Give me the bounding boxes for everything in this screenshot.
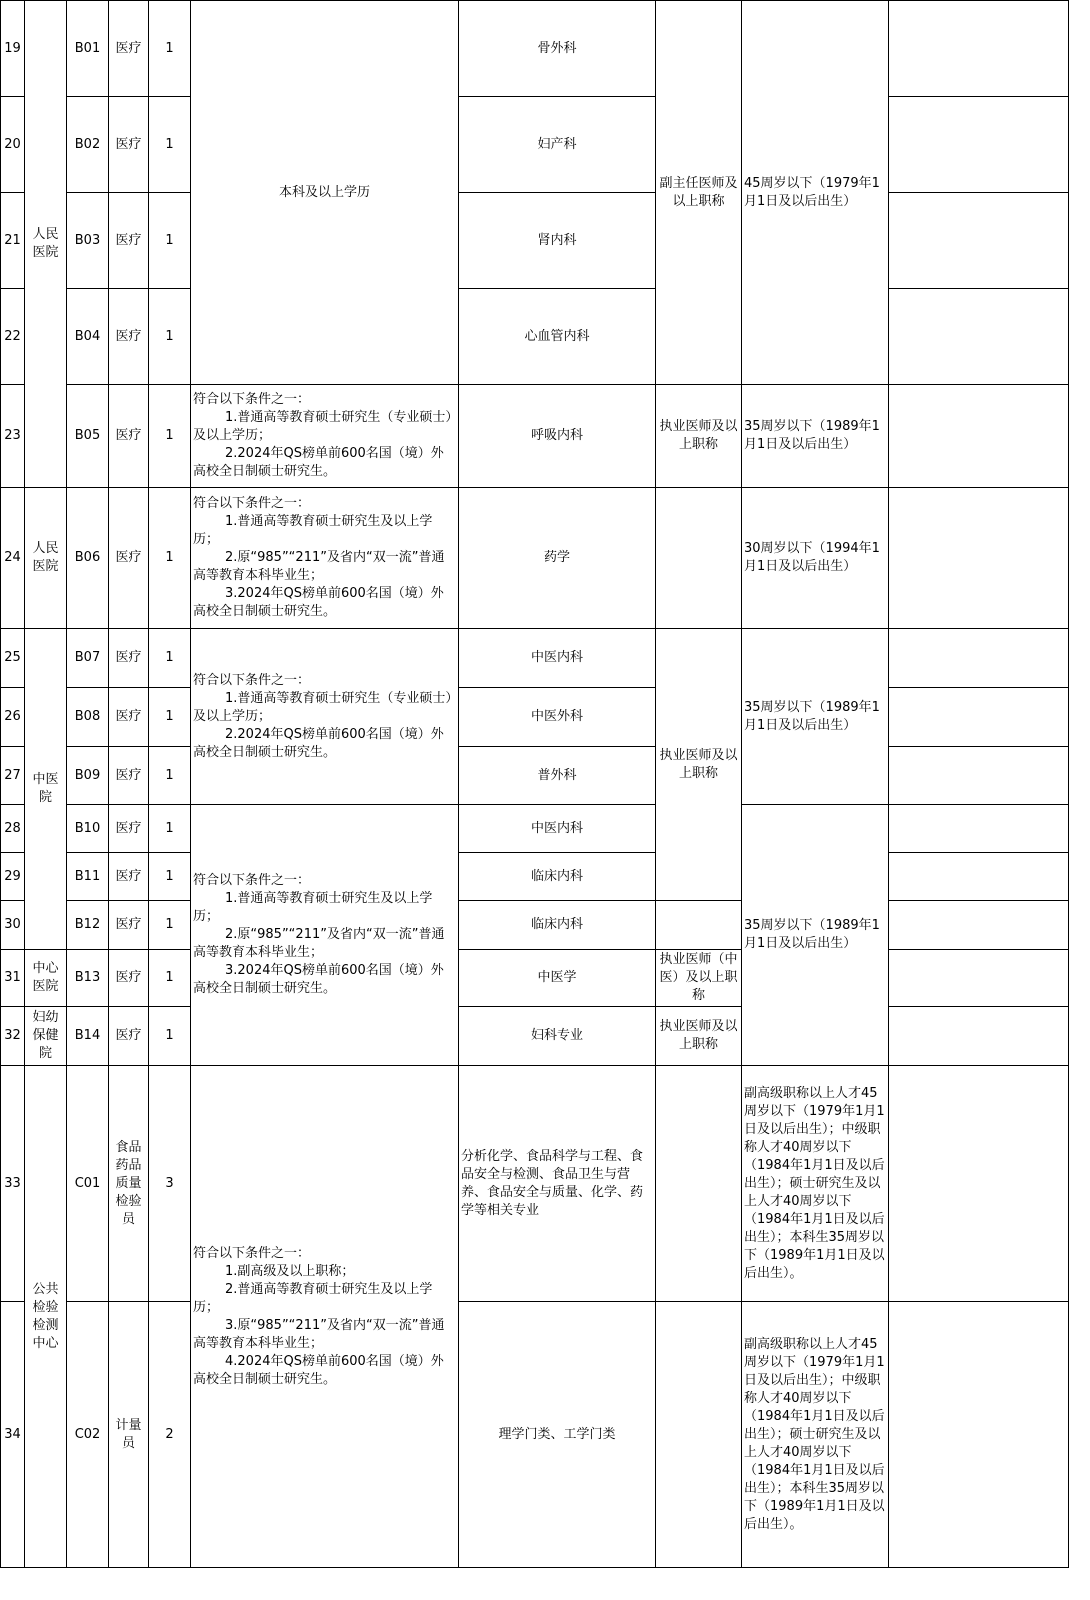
unit-cell: 人民医院 xyxy=(25,488,67,629)
education-cell xyxy=(191,488,459,629)
count-cell: 1 xyxy=(149,1,191,97)
education-cell xyxy=(191,629,459,805)
remarks-cell xyxy=(889,853,1069,901)
post-code-cell: B11 xyxy=(67,853,109,901)
seq-cell: 32 xyxy=(1,1007,25,1066)
seq-cell: 26 xyxy=(1,688,25,747)
table-row xyxy=(1,289,1069,385)
title-cell xyxy=(656,901,742,950)
condition-item: 1.普通高等教育硕士研究生及以上学历； xyxy=(193,514,433,547)
post-code-cell: B09 xyxy=(67,747,109,805)
table-row xyxy=(1,488,1069,629)
seq-cell: 19 xyxy=(1,1,25,97)
major-cell: 药学 xyxy=(459,488,656,629)
table-row xyxy=(1,97,1069,193)
table-row xyxy=(1,193,1069,289)
seq-cell: 22 xyxy=(1,289,25,385)
count-cell: 1 xyxy=(149,289,191,385)
category-cell: 医疗 xyxy=(109,853,149,901)
title-cell xyxy=(656,1066,742,1302)
count-cell: 1 xyxy=(149,488,191,629)
major-cell: 妇科专业 xyxy=(459,1007,656,1066)
age-cell: 35周岁以下（1989年1月1日及以后出生） xyxy=(742,385,889,488)
seq-cell: 33 xyxy=(1,1066,25,1302)
count-cell: 1 xyxy=(149,950,191,1007)
category-cell: 医疗 xyxy=(109,1007,149,1066)
table-row xyxy=(1,901,1069,950)
post-code-cell: B07 xyxy=(67,629,109,688)
major-cell: 理学门类、工学门类 xyxy=(459,1302,656,1568)
seq-cell: 24 xyxy=(1,488,25,629)
remarks-cell xyxy=(889,1066,1069,1302)
age-cell: 35周岁以下（1989年1月1日及以后出生） xyxy=(742,805,889,1066)
unit-cell: 中心医院 xyxy=(25,950,67,1007)
post-code-cell: B14 xyxy=(67,1007,109,1066)
count-cell: 1 xyxy=(149,901,191,950)
condition-item: 1.普通高等教育硕士研究生（专业硕士）及以上学历； xyxy=(193,690,452,724)
title-cell xyxy=(656,1302,742,1568)
condition-title: 符合以下条件之一： xyxy=(193,672,311,688)
category-cell: 医疗 xyxy=(109,950,149,1007)
count-cell: 2 xyxy=(149,1302,191,1568)
table-body xyxy=(1,1,1069,1568)
count-cell: 1 xyxy=(149,1007,191,1066)
condition-title: 符合以下条件之一： xyxy=(193,873,311,888)
remarks-cell xyxy=(889,1,1069,97)
major-cell: 分析化学、食品科学与工程、食品安全与检测、食品卫生与营养、食品安全与质量、化学、药学等相关专业 xyxy=(459,1066,656,1302)
category-cell: 医疗 xyxy=(109,747,149,805)
remarks-cell xyxy=(889,385,1069,488)
remarks-cell xyxy=(889,901,1069,950)
count-cell: 1 xyxy=(149,853,191,901)
condition-item: 2.原“985”“211”及省内“双一流”普通高等教育本科毕业生； xyxy=(193,550,445,583)
count-cell: 3 xyxy=(149,1066,191,1302)
seq-cell: 27 xyxy=(1,747,25,805)
post-code-cell: B05 xyxy=(67,385,109,488)
post-code-cell: B12 xyxy=(67,901,109,950)
count-cell: 1 xyxy=(149,629,191,688)
condition-item: 2.普通高等教育硕士研究生及以上学历； xyxy=(193,1281,433,1315)
table-row xyxy=(1,629,1069,688)
post-code-cell: B08 xyxy=(67,688,109,747)
remarks-cell xyxy=(889,193,1069,289)
education-cell xyxy=(191,1066,459,1568)
table-row xyxy=(1,385,1069,488)
seq-cell: 20 xyxy=(1,97,25,193)
condition-title: 符合以下条件之一： xyxy=(193,392,311,407)
category-cell: 医疗 xyxy=(109,289,149,385)
unit-cell: 公共检验检测中心 xyxy=(25,1066,67,1568)
post-code-cell: B02 xyxy=(67,97,109,193)
major-cell: 临床内科 xyxy=(459,853,656,901)
remarks-cell xyxy=(889,950,1069,1007)
title-cell xyxy=(656,488,742,629)
condition-item: 2.2024年QS榜单前600名国（境）外高校全日制硕士研究生。 xyxy=(193,726,444,760)
count-cell: 1 xyxy=(149,193,191,289)
education-cell xyxy=(191,385,459,488)
table-row xyxy=(1,688,1069,747)
seq-cell: 28 xyxy=(1,805,25,853)
category-cell: 医疗 xyxy=(109,901,149,950)
count-cell: 1 xyxy=(149,688,191,747)
condition-item: 1.副高级及以上职称； xyxy=(225,1263,355,1279)
condition-item: 2.原“985”“211”及省内“双一流”普通高等教育本科毕业生； xyxy=(193,927,445,960)
age-cell: 45周岁以下（1979年1月1日及以后出生） xyxy=(742,1,889,385)
seq-cell: 34 xyxy=(1,1302,25,1568)
seq-cell: 21 xyxy=(1,193,25,289)
condition-item: 3.2024年QS榜单前600名国（境）外高校全日制硕士研究生。 xyxy=(193,963,444,996)
age-cell: 副高级职称以上人才45周岁以下（1979年1月1日及以后出生）；中级职称人才40周岁以下（1984年1月1日及以后出生）；硕士研究生及以上人才40周岁以下（1984年1月1日及以后出生）；本科生35周岁以下（1989年1月1日及以后出生）。 xyxy=(742,1302,889,1568)
category-cell: 医疗 xyxy=(109,97,149,193)
condition-title: 符合以下条件之一： xyxy=(193,1245,311,1261)
education-cell: 本科及以上学历 xyxy=(191,1,459,385)
education-cell xyxy=(191,805,459,1066)
table-row xyxy=(1,853,1069,901)
table-row xyxy=(1,747,1069,805)
post-code-cell: B06 xyxy=(67,488,109,629)
condition-item: 3.2024年QS榜单前600名国（境）外高校全日制硕士研究生。 xyxy=(193,586,444,619)
condition-item: 1.普通高等教育硕士研究生及以上学历； xyxy=(193,891,433,924)
table-row xyxy=(1,1066,1069,1302)
post-code-cell: C01 xyxy=(67,1066,109,1302)
title-cell: 执业医师及以上职称 xyxy=(656,629,742,901)
seq-cell: 23 xyxy=(1,385,25,488)
age-cell: 30周岁以下（1994年1月1日及以后出生） xyxy=(742,488,889,629)
age-cell: 35周岁以下（1989年1月1日及以后出生） xyxy=(742,629,889,805)
major-cell: 临床内科 xyxy=(459,901,656,950)
post-code-cell: B01 xyxy=(67,1,109,97)
post-code-cell: B04 xyxy=(67,289,109,385)
major-cell: 普外科 xyxy=(459,747,656,805)
remarks-cell xyxy=(889,688,1069,747)
table-row xyxy=(1,805,1069,853)
unit-cell: 人民医院 xyxy=(25,1,67,488)
condition-item: 3.原“985”“211”及省内“双一流”普通高等教育本科毕业生； xyxy=(193,1317,445,1351)
major-cell: 心血管内科 xyxy=(459,289,656,385)
major-cell: 呼吸内科 xyxy=(459,385,656,488)
major-cell: 中医内科 xyxy=(459,629,656,688)
title-cell: 执业医师及以上职称 xyxy=(656,385,742,488)
title-cell: 执业医师及以上职称 xyxy=(656,1007,742,1066)
table-row xyxy=(1,1007,1069,1066)
count-cell: 1 xyxy=(149,805,191,853)
category-cell: 食品药品质量检验员 xyxy=(109,1066,149,1302)
remarks-cell xyxy=(889,289,1069,385)
age-cell: 副高级职称以上人才45周岁以下（1979年1月1日及以后出生）；中级职称人才40周岁以下（1984年1月1日及以后出生）；硕士研究生及以上人才40周岁以下（1984年1月1日及以后出生）；本科生35周岁以下（1989年1月1日及以后出生）。 xyxy=(742,1066,889,1302)
seq-cell: 30 xyxy=(1,901,25,950)
category-cell: 医疗 xyxy=(109,805,149,853)
post-code-cell: B03 xyxy=(67,193,109,289)
category-cell: 计量员 xyxy=(109,1302,149,1568)
condition-title: 符合以下条件之一： xyxy=(193,496,311,511)
category-cell: 医疗 xyxy=(109,1,149,97)
remarks-cell xyxy=(889,629,1069,688)
post-code-cell: C02 xyxy=(67,1302,109,1568)
unit-cell: 中医院 xyxy=(25,629,67,950)
title-cell: 执业医师（中医）及以上职称 xyxy=(656,950,742,1007)
remarks-cell xyxy=(889,488,1069,629)
major-cell: 妇产科 xyxy=(459,97,656,193)
condition-item: 1.普通高等教育硕士研究生（专业硕士）及以上学历； xyxy=(193,410,452,443)
category-cell: 医疗 xyxy=(109,385,149,488)
seq-cell: 25 xyxy=(1,629,25,688)
table-row xyxy=(1,950,1069,1007)
post-code-cell: B10 xyxy=(67,805,109,853)
title-cell: 副主任医师及以上职称 xyxy=(656,1,742,385)
seq-cell: 31 xyxy=(1,950,25,1007)
category-cell: 医疗 xyxy=(109,688,149,747)
remarks-cell xyxy=(889,1302,1069,1568)
category-cell: 医疗 xyxy=(109,629,149,688)
category-cell: 医疗 xyxy=(109,488,149,629)
remarks-cell xyxy=(889,1007,1069,1066)
table-row xyxy=(1,1302,1069,1568)
category-cell: 医疗 xyxy=(109,193,149,289)
major-cell: 骨外科 xyxy=(459,1,656,97)
seq-cell: 29 xyxy=(1,853,25,901)
unit-cell: 妇幼保健院 xyxy=(25,1007,67,1066)
condition-item: 4.2024年QS榜单前600名国（境）外高校全日制硕士研究生。 xyxy=(193,1353,444,1387)
count-cell: 1 xyxy=(149,385,191,488)
table-row xyxy=(1,1,1069,97)
count-cell: 1 xyxy=(149,747,191,805)
major-cell: 中医内科 xyxy=(459,805,656,853)
remarks-cell xyxy=(889,747,1069,805)
remarks-cell xyxy=(889,805,1069,853)
post-code-cell: B13 xyxy=(67,950,109,1007)
remarks-cell xyxy=(889,97,1069,193)
condition-item: 2.2024年QS榜单前600名国（境）外高校全日制硕士研究生。 xyxy=(193,446,444,479)
major-cell: 中医学 xyxy=(459,950,656,1007)
count-cell: 1 xyxy=(149,97,191,193)
major-cell: 肾内科 xyxy=(459,193,656,289)
major-cell: 中医外科 xyxy=(459,688,656,747)
